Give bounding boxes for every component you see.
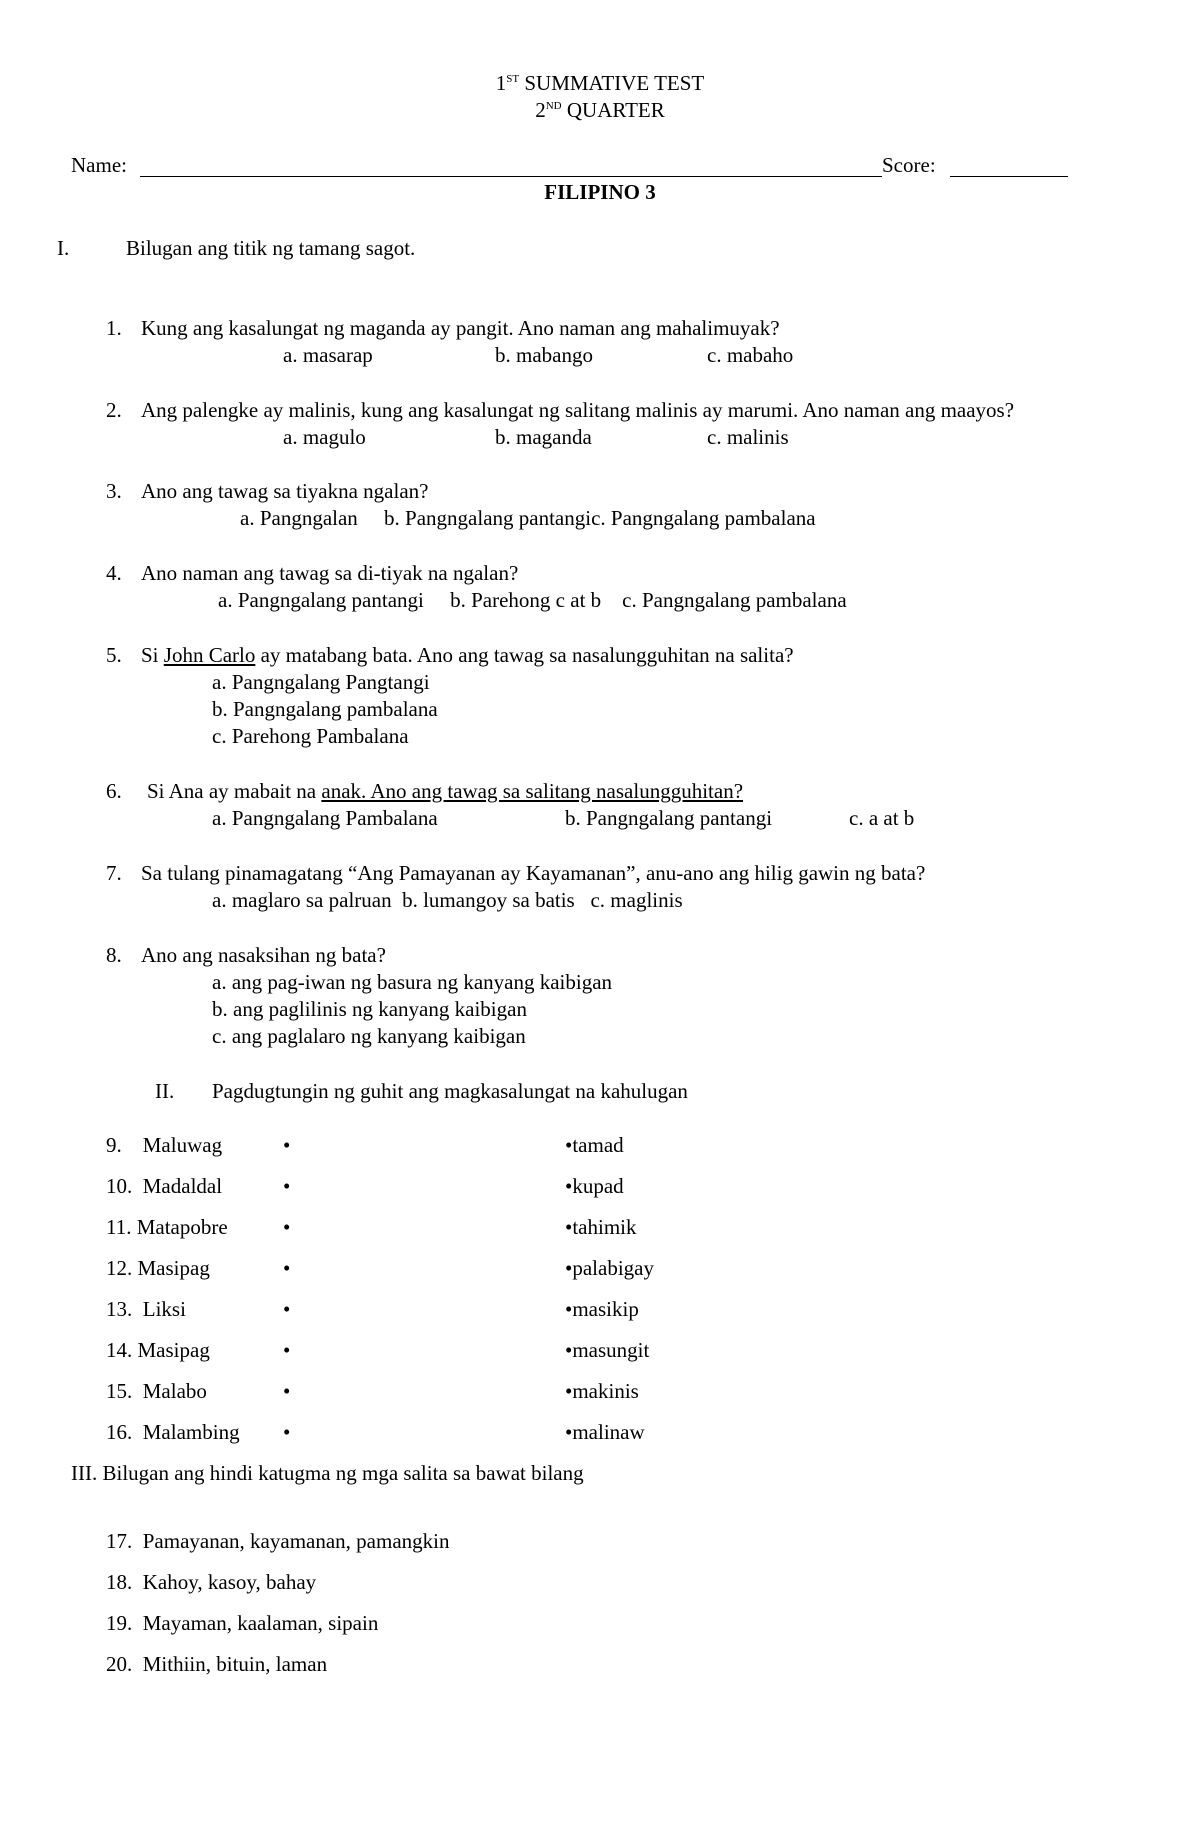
q2-option-c: c. malinis: [707, 425, 789, 449]
q4-text: Ano naman ang tawag sa di-tiyak na ngalan?: [141, 561, 519, 585]
q8-option-c: c. ang paglalaro ng kanyang kaibigan: [212, 1024, 526, 1048]
q2-number: 2.: [106, 398, 122, 422]
match-dot-14: •: [283, 1338, 291, 1362]
name-field[interactable]: [140, 176, 882, 177]
match-right-15: •makinis: [565, 1379, 639, 1403]
match-right-11: •tahimik: [565, 1215, 637, 1239]
q7-number: 7.: [106, 861, 122, 885]
q5-option-b: b. Pangngalang pambalana: [212, 697, 438, 721]
q8-number: 8.: [106, 943, 122, 967]
match-dot-12: •: [283, 1256, 291, 1280]
rhyme-item-20: 20. Mithiin, bituin, laman: [106, 1652, 328, 1676]
rhyme-item-18: 18. Kahoy, kasoy, bahay: [106, 1570, 317, 1594]
q3-number: 3.: [106, 479, 122, 503]
match-left-10: 10. Madaldal: [106, 1174, 223, 1198]
q6-option-c: c. a at b: [849, 806, 915, 830]
match-dot-15: •: [283, 1379, 291, 1403]
name-label: Name:: [71, 153, 127, 177]
section-2-numeral: II.: [155, 1079, 175, 1103]
match-left-11: 11. Matapobre: [106, 1215, 228, 1239]
match-left-12: 12. Masipag: [106, 1256, 210, 1280]
match-right-12: •palabigay: [565, 1256, 654, 1280]
q8-option-b: b. ang paglilinis ng kanyang kaibigan: [212, 997, 527, 1021]
quarter-title: 2ND QUARTER: [535, 98, 665, 122]
q2-text: Ang palengke ay malinis, kung ang kasalungat ng salitang malinis ay marumi. Ano naman ang maayos?: [141, 398, 1015, 422]
q1-text: Kung ang kasalungat ng maganda ay pangit. Ano naman ang mahalimuyak?: [141, 316, 780, 340]
match-dot-10: •: [283, 1174, 291, 1198]
rhyme-item-17: 17. Pamayanan, kayamanan, pamangkin: [106, 1529, 450, 1553]
q3-options: a. Pangngalan b. Pangngalang pantangic. Pangngalang pambalana: [240, 506, 816, 530]
section-1-numeral: I.: [57, 236, 70, 260]
q2-option-a: a. magulo: [283, 425, 366, 449]
q1-option-c: c. mabaho: [707, 343, 794, 367]
test-title: 1ST SUMMATIVE TEST: [495, 71, 705, 95]
q2-option-b: b. maganda: [495, 425, 592, 449]
rhyme-item-19: 19. Mayaman, kaalaman, sipain: [106, 1611, 379, 1635]
match-left-9: 9. Maluwag: [106, 1133, 223, 1157]
section-1-instruction: Bilugan ang titik ng tamang sagot.: [126, 236, 416, 260]
q1-number: 1.: [106, 316, 122, 340]
q7-options: a. maglaro sa palruan b. lumangoy sa batis c. maglinis: [212, 888, 683, 912]
q7-text: Sa tulang pinamagatang “Ang Pamayanan ay Kayamanan”, anu-ano ang hilig gawin ng bata?: [141, 861, 926, 885]
q6-option-b: b. Pangngalang pantangi: [565, 806, 773, 830]
match-left-13: 13. Liksi: [106, 1297, 186, 1321]
q6-underlined-text: anak. Ano ang tawag sa salitang nasalungguhitan?: [321, 779, 744, 803]
match-left-14: 14. Masipag: [106, 1338, 210, 1362]
section-3-instruction: III. Bilugan ang hindi katugma ng mga salita sa bawat bilang: [71, 1461, 584, 1485]
q4-options: a. Pangngalang pantangi b. Parehong c at b c. Pangngalang pambalana: [218, 588, 847, 612]
match-right-16: •malinaw: [565, 1420, 645, 1444]
match-right-14: •masungit: [565, 1338, 650, 1362]
q5-underlined-word: John Carlo: [163, 643, 256, 667]
match-right-13: •masikip: [565, 1297, 639, 1321]
q8-option-a: a. ang pag-iwan ng basura ng kanyang kaibigan: [212, 970, 613, 994]
score-field[interactable]: [950, 176, 1068, 177]
q5-number: 5.: [106, 643, 122, 667]
q1-option-b: b. mabango: [495, 343, 593, 367]
match-right-10: •kupad: [565, 1174, 624, 1198]
q5-text: Si John Carlo ay matabang bata. Ano ang tawag sa nasalungguhitan na salita?: [141, 643, 794, 667]
subject-title: FILIPINO 3: [544, 180, 656, 204]
q8-text: Ano ang nasaksihan ng bata?: [141, 943, 386, 967]
q6-option-a: a. Pangngalang Pambalana: [212, 806, 438, 830]
q1-option-a: a. masarap: [283, 343, 373, 367]
q5-option-c: c. Parehong Pambalana: [212, 724, 409, 748]
q4-number: 4.: [106, 561, 122, 585]
match-dot-9: •: [283, 1133, 291, 1157]
match-left-16: 16. Malambing: [106, 1420, 240, 1444]
match-dot-16: •: [283, 1420, 291, 1444]
q5-option-a: a. Pangngalang Pangtangi: [212, 670, 430, 694]
match-right-9: •tamad: [565, 1133, 624, 1157]
score-label: Score:: [882, 153, 936, 177]
match-dot-11: •: [283, 1215, 291, 1239]
q6-number: 6.: [106, 779, 122, 803]
q3-text: Ano ang tawag sa tiyakna ngalan?: [141, 479, 429, 503]
match-dot-13: •: [283, 1297, 291, 1321]
q6-text: Si Ana ay mabait na anak. Ano ang tawag sa salitang nasalungguhitan?: [147, 779, 744, 803]
section-2-instruction: Pagdugtungin ng guhit ang magkasalungat na kahulugan: [212, 1079, 688, 1103]
match-left-15: 15. Malabo: [106, 1379, 207, 1403]
